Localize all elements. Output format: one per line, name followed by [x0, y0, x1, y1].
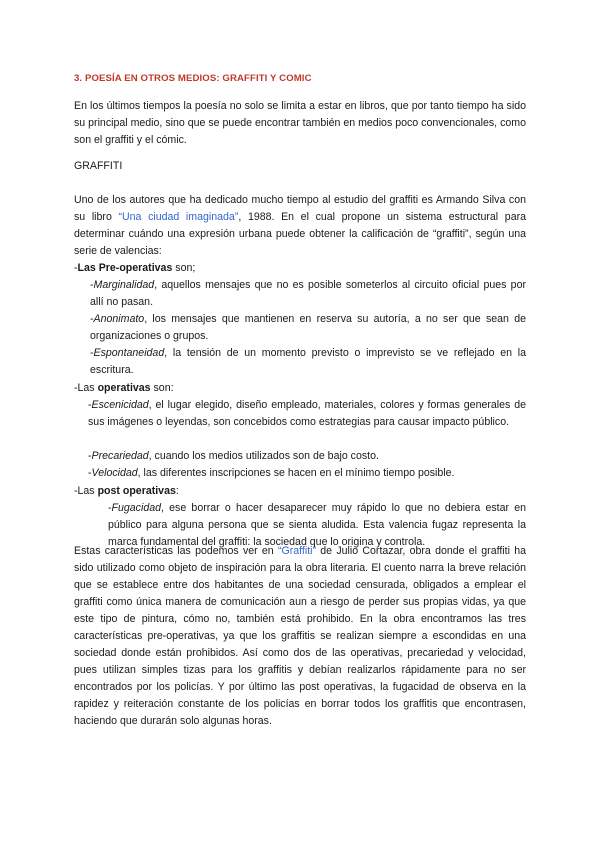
pre-suffix: son;	[172, 262, 196, 274]
text-velocidad: , las diferentes inscripciones se hacen en el mínimo tiempo posible.	[137, 467, 455, 479]
cortazar-text-before: Estas características las podemos ver en	[74, 545, 278, 557]
term-escenicidad: Escenicidad	[91, 399, 149, 411]
section-heading: 3. POESÍA EN OTROS MEDIOS: GRAFFITI Y COMIC	[74, 73, 312, 84]
text-precariedad: , cuando los medios utilizados son de bajo costo.	[148, 450, 379, 462]
op-prefix: -Las	[74, 382, 98, 394]
list-item-anonimato: -Anonimato, los mensajes que mantienen en reserva su autoría, a no ser que sean de organizaciones o grupos.	[90, 313, 526, 342]
silva-paragraph	[74, 192, 526, 260]
cortazar-text-after: de Julio Cortazar, obra donde el graffiti ha sido utilizado como objeto de inspiración para la obra literaria. El cuento narra la breve relación que se establece entre dos habitantes de una sociedad censurada, obligados a emplear el graffiti como única manera de comunicación aun a riesgo de perder sus propias vidas, ya que este tipo de pintura, cómo no, también está prohibido. En la obra encontramos las tres características pre-operativas, ya que los graffitis se realizan siempre a escondidas en una sociedad donde están prohibidos. Así como dos de las operativas, precariedad y velocidad, pues utilizan simples tizas para los graffitis y debían realizarlos rápidamente para no ser encontrados por los policías. Y por último las post operativas, la fugacidad de observa en la rapidez y reiteración constante de los policías en borrar todos los graffitis que encontrasen, haciendo que durarán solo algunas horas.	[74, 545, 526, 727]
pre-operativas-heading	[74, 260, 526, 277]
list-item-marginalidad: -Marginalidad, aquellos mensajes que no es posible someterlos al circuito oficial pues por allí no pasan.	[90, 279, 526, 308]
text-anonimato: , los mensajes que mantienen en reserva su autoría, a no ser que sean de organizaciones o grupos.	[90, 313, 526, 342]
post-prefix: -Las	[74, 485, 98, 497]
op-suffix: son:	[150, 382, 174, 394]
post-operativas-heading	[74, 483, 526, 500]
pre-operativas-label: Las Pre-operativas	[77, 262, 173, 274]
text-escenicidad: , el lugar elegido, diseño empleado, materiales, colores y formas generales de sus imágenes o leyendas, son concebidos como estrategias para causar impacto público.	[88, 399, 526, 428]
list-item-fugacidad: -Fugacidad, ese borrar o hacer desaparecer muy rápido lo que no debiera estar en público para alguna persona que se sienta aludida. Esta valencia fugaz representa la marca fundamental del graffiti: la sociedad que lo origina y controla.	[108, 502, 526, 548]
text-espontaneidad: , la tensión de un momento previsto o imprevisto se ve reflejado en la escritura.	[90, 347, 526, 376]
list-item-precariedad: -Precariedad, cuando los medios utilizados son de bajo costo.	[88, 450, 379, 462]
book-title-link[interactable]: “Una ciudad imaginada”	[118, 211, 239, 223]
list-item-espontaneidad: -Espontaneidad, la tensión de un momento previsto o imprevisto se ve reflejado en la escritura.	[90, 347, 526, 376]
term-precariedad: Precariedad	[91, 450, 149, 462]
term-velocidad: Velocidad	[91, 467, 138, 479]
cortazar-paragraph	[74, 543, 526, 730]
silva-text-after: , 1988. En el cual propone un sistema estructural para determinar cuándo una expresión urbana puede obtener la calificación de “graffiti”, según una serie de valencias:	[74, 211, 527, 257]
list-item-velocidad: -Velocidad, las diferentes inscripciones se hacen en el mínimo tiempo posible.	[88, 467, 455, 479]
graffiti-subheading: GRAFFITI	[74, 160, 123, 172]
intro-paragraph: En los últimos tiempos la poesía no solo se limita a estar en libros, que por tanto tiempo ha sido su principal medio, sino que se puede encontrar también en medios poco convencionales, como son el graffiti y el cómic.	[74, 100, 526, 146]
term-marginalidad: Marginalidad	[93, 279, 155, 291]
text-marginalidad: , aquellos mensajes que no es posible someterlos al circuito oficial pues por allí no pasan.	[90, 279, 526, 308]
pre-dash: -	[74, 262, 78, 274]
term-espontaneidad: Espontaneidad	[93, 347, 165, 359]
silva-text-before: Uno de los autores que ha dedicado mucho tiempo al estudio del graffiti es Armando Silva con su libro	[74, 194, 526, 223]
list-item-escenicidad: -Escenicidad, el lugar elegido, diseño empleado, materiales, colores y formas generales de sus imágenes o leyendas, son concebidos como estrategias para causar impacto público.	[88, 399, 526, 428]
graffiti-story-link[interactable]: “Graffiti”	[277, 545, 317, 557]
term-anonimato: Anonimato	[93, 313, 145, 325]
post-operativas-label: post operativas	[97, 485, 176, 497]
operativas-heading	[74, 380, 526, 397]
term-fugacidad: Fugacidad	[111, 502, 162, 514]
post-suffix: :	[175, 485, 179, 497]
text-fugacidad: , ese borrar o hacer desaparecer muy rápido lo que no debiera estar en público para alguna persona que se sienta aludida. Esta valencia fugaz representa la marca fundamental del graffiti: la sociedad que lo origina y controla.	[108, 502, 526, 548]
operativas-label: operativas	[97, 382, 151, 394]
